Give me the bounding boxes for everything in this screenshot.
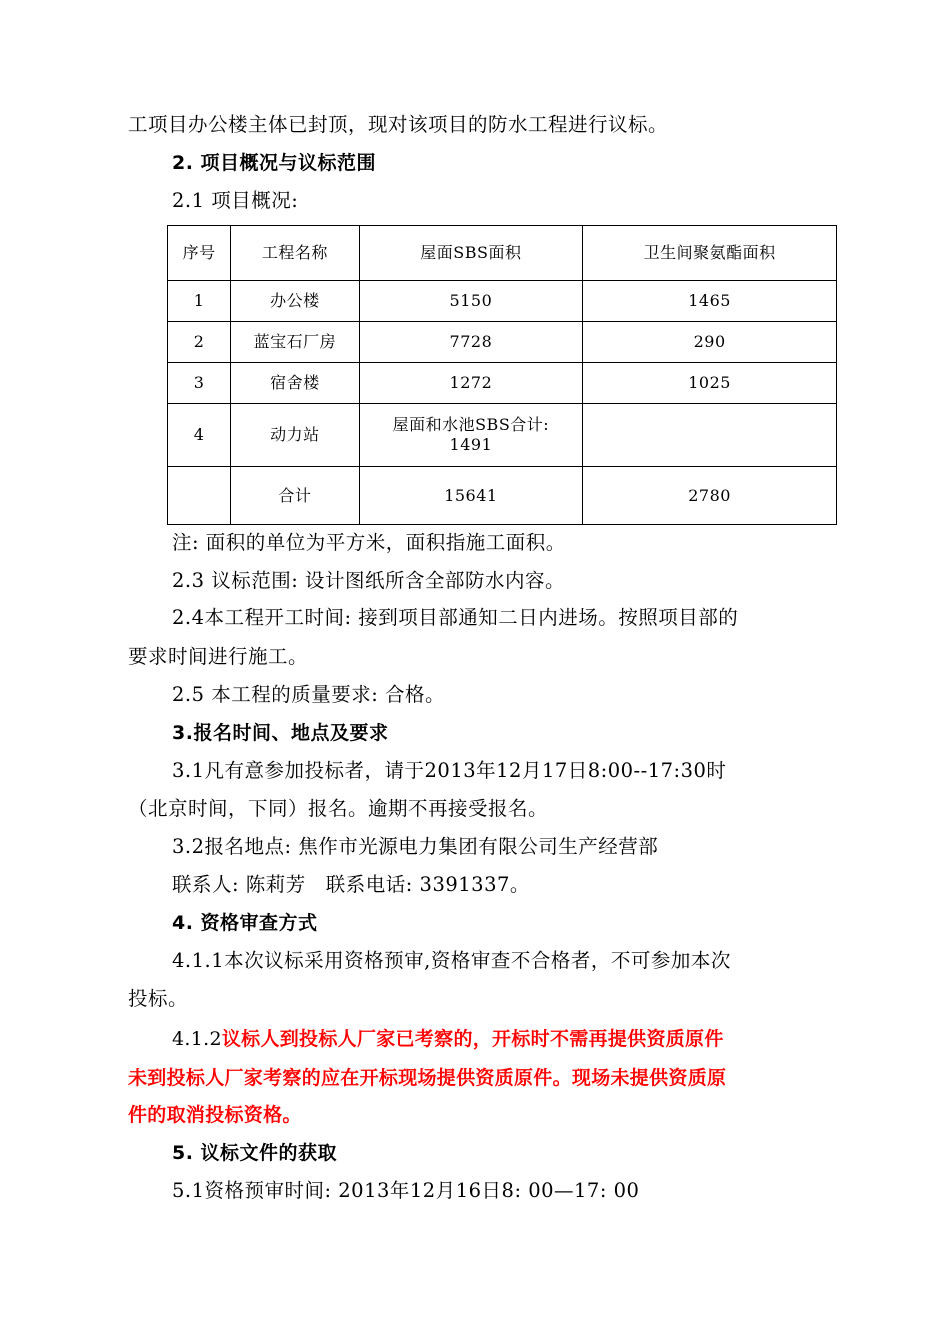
- section-4-1-2-number: 4.1.2: [172, 1028, 222, 1050]
- cell-sbs-line2: 1491: [449, 435, 493, 454]
- cell-pu: 1465: [583, 281, 837, 322]
- header-no: 序号: [168, 226, 231, 281]
- section-4-1-2-text: 议标人到投标人厂家已考察的，开标时不需再提供资质原件: [221, 1028, 724, 1050]
- section-3-2: 3.2报名地点: 焦作市光源电力集团有限公司生产经营部: [172, 835, 659, 858]
- cell-name: 合计: [231, 467, 359, 525]
- cell-sbs: 5150: [359, 281, 583, 322]
- section-2-3: 2.3 议标范围: 设计图纸所含全部防水内容。: [172, 569, 565, 592]
- cell-name: 办公楼: [231, 281, 359, 322]
- section-5-heading: 5. 议标文件的获取: [172, 1142, 338, 1164]
- table-note: 注: 面积的单位为平方米，面积指施工面积。: [172, 531, 566, 554]
- cell-sbs: 15641: [359, 467, 583, 525]
- section-4-1-1-line2: 投标。: [128, 987, 189, 1010]
- table-row: [168, 322, 837, 363]
- cell-pu: 2780: [583, 467, 837, 525]
- table-total-row: [168, 467, 837, 525]
- header-pu-area: 卫生间聚氨酯面积: [583, 226, 837, 281]
- section-2-1-label: 2.1 项目概况:: [172, 189, 299, 212]
- cell-pu: [583, 404, 837, 467]
- section-3-1-line1: 3.1凡有意参加投标者，请于2013年12月17日8:00--17:30时: [172, 759, 727, 782]
- header-sbs-area: 屋面SBS面积: [359, 226, 583, 281]
- table-header-row: [168, 226, 837, 281]
- section-2-heading: 2. 项目概况与议标范围: [172, 152, 377, 174]
- contact-line: 联系人: 陈莉芳 联系电话: 3391337。: [172, 873, 530, 896]
- section-3-1-line2: （北京时间，下同）报名。逾期不再接受报名。: [128, 797, 549, 820]
- table-row: [168, 404, 837, 467]
- cell-name: 蓝宝石厂房: [231, 322, 359, 363]
- cell-sbs: 7728: [359, 322, 583, 363]
- cell-sbs-line1: 屋面和水池SBS合计:: [392, 415, 550, 434]
- section-4-heading: 4. 资格审查方式: [172, 912, 318, 934]
- cell-no: [168, 467, 231, 525]
- section-2-5: 2.5 本工程的质量要求: 合格。: [172, 683, 445, 706]
- table-row: [168, 281, 837, 322]
- intro-line: 工项目办公楼主体已封顶，现对该项目的防水工程进行议标。: [128, 113, 669, 136]
- section-2-4-line2: 要求时间进行施工。: [128, 645, 309, 668]
- cell-pu: 290: [583, 322, 837, 363]
- header-name: 工程名称: [231, 226, 359, 281]
- cell-sbs: 1272: [359, 363, 583, 404]
- cell-no: 4: [168, 404, 231, 467]
- cell-pu: 1025: [583, 363, 837, 404]
- project-overview-table: [167, 225, 837, 525]
- section-4-1-2-line3: 件的取消投标资格。: [128, 1104, 302, 1126]
- section-4-1-1-line1: 4.1.1本次议标采用资格预审,资格审查不合格者，不可参加本次: [172, 949, 731, 972]
- section-4-1-2-line1: [172, 1027, 882, 1051]
- section-4-1-2-line2: 未到投标人厂家考察的应在开标现场提供资质原件。现场未提供资质原: [128, 1067, 727, 1089]
- table-row: [168, 363, 837, 404]
- cell-name: 动力站: [231, 404, 359, 467]
- cell-no: 3: [168, 363, 231, 404]
- cell-no: 2: [168, 322, 231, 363]
- cell-sbs: [359, 404, 583, 467]
- section-3-heading: 3.报名时间、地点及要求: [172, 722, 389, 744]
- section-5-1: 5.1资格预审时间: 2013年12月16日8: 00—17: 00: [172, 1179, 640, 1202]
- section-2-4-line1: 2.4本工程开工时间: 接到项目部通知二日内进场。按照项目部的: [172, 606, 739, 629]
- cell-no: 1: [168, 281, 231, 322]
- cell-name: 宿舍楼: [231, 363, 359, 404]
